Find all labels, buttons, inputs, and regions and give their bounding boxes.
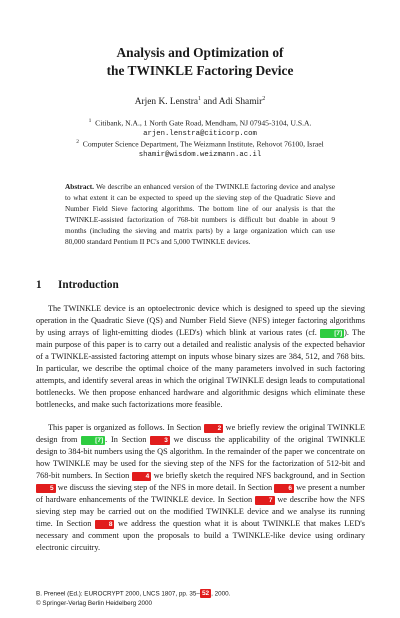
footer-text: B. Preneel (Ed.): EUROCRYPT 2000, LNCS 1807, pp. 35– — [36, 590, 200, 598]
paragraph-text: ). The main purpose of this paper is to carry out a detailed and realistic analysis of the expected behavior of a TWINKLE-assisted factoring attempt on inputs whose binary sizes are 384, 512, and 768 bits. In particular, we describe the optimal choice of the many parameters involved in such factoring attempts, and identify several areas in which the original TWINKLE design leads to computational bottlenecks. We then propose enhanced hardware and algorithmic designs which eliminate these bottlenecks, and make such factorizations more feasible. — [36, 328, 365, 410]
affiliation-address: Citibank, N.A., 1 North Gate Road, Mendham, NJ 07945-3104, U.S.A. — [95, 118, 312, 128]
page-footer — [36, 589, 366, 608]
publication-info — [36, 589, 366, 599]
abstract-label: Abstract. — [65, 182, 94, 191]
affiliation-1 — [30, 116, 370, 139]
citation-link[interactable]: [7] — [320, 329, 344, 338]
abstract — [65, 182, 335, 247]
affiliation-2 — [30, 137, 370, 160]
paragraph-text: we discuss the sieving step of the NFS in more detail. In Section — [55, 483, 275, 493]
paragraph-text: we discuss the applicability of the original TWINKLE design to 384-bit numbers using the QS algorithm. In the remainder of the paper we concentrate on how TWINKLE may be used for the sieving step of the NFS for the factorization of 512-bit and 768-bit numbers. In Section — [36, 435, 365, 481]
section-link[interactable]: 5 — [36, 484, 56, 493]
affiliation-marker: 2 — [262, 96, 266, 102]
paragraph-text: we describe how the NFS sieving step may be carried out on the modified TWINKLE device and we analyse its running time. In Section — [36, 495, 365, 529]
section-link[interactable]: 4 — [132, 472, 152, 481]
intro-paragraph-1 — [36, 303, 365, 411]
author-separator: and — [201, 97, 219, 108]
page-link[interactable]: 52 — [201, 590, 210, 597]
section-title: Introduction — [58, 279, 119, 291]
section-link[interactable]: 7 — [255, 496, 275, 505]
affiliation-number: 2 — [76, 139, 79, 145]
affiliation-address: Computer Science Department, The Weizmann Institute, Rehovot 76100, Israel — [82, 139, 324, 149]
section-heading — [36, 279, 119, 291]
intro-paragraph-2 — [36, 422, 365, 555]
paragraph-text: This paper is organized as follows. In Section — [48, 423, 204, 432]
paragraph-text: we present a number of hardware enhancements of the TWINKLE device. In Section — [36, 483, 365, 505]
paragraph-text: The TWINKLE device is an optoelectronic device which is designed to speed up the sieving operation in the Quadratic Sieve (QS) and Number Field Sieve (NFS) integer factoring algorithms by using arrays of light-emitting diodes (LED's) which blink at various rates (cf. — [36, 304, 365, 338]
abstract-text: We describe an enhanced version of the TWINKLE factoring device and analyse to what extent it can be expected to speed up the sieving step of the Quadratic Sieve and Number Field Sieve factoring algorithms. The bottom line of our analysis is that the TWINKLE-assisted factorization of 768-bit numbers is difficult but doable in about 9 months (including the sieving and matrix parts) by a large organization which can use 80,000 standard Pentium II PC's and 5,000 TWINKLE devices. — [65, 182, 335, 246]
section-link[interactable]: 3 — [150, 436, 170, 445]
author-list — [40, 96, 360, 107]
affiliation-number: 1 — [88, 118, 92, 124]
footer-text: , 2000. — [211, 590, 231, 598]
author-email: shamir@wisdom.weizmann.ac.il — [138, 150, 262, 159]
paper-title-line-1: Analysis and Optimization of — [116, 45, 284, 60]
paper-title-line-2: the TWINKLE Factoring Device — [106, 63, 294, 78]
paragraph-text: we address the question what it is about TWINKLE that makes LED's necessary and comment upon the proposals to build a TWINKLE-like device using ordinary electronic circuitry. — [36, 519, 365, 553]
author-name: Adi Shamir — [218, 97, 263, 108]
section-number: 1 — [36, 279, 42, 291]
author-email: arjen.lenstra@citicorp.com — [143, 129, 257, 138]
section-link[interactable]: 8 — [95, 520, 115, 529]
citation-link[interactable]: [7] — [81, 436, 105, 445]
paragraph-text: we briefly review the original TWINKLE design from — [36, 423, 365, 445]
section-link[interactable]: 2 — [204, 424, 224, 433]
paragraph-text: we briefly sketch the required NFS background, and in Section — [151, 471, 365, 481]
author-name: Arjen K. Lenstra — [134, 97, 199, 108]
section-link[interactable]: 6 — [274, 484, 294, 493]
paragraph-text: . In Section — [105, 435, 151, 445]
affiliation-marker: 1 — [198, 96, 202, 102]
copyright-notice: © Springer-Verlag Berlin Heidelberg 2000 — [36, 599, 152, 607]
